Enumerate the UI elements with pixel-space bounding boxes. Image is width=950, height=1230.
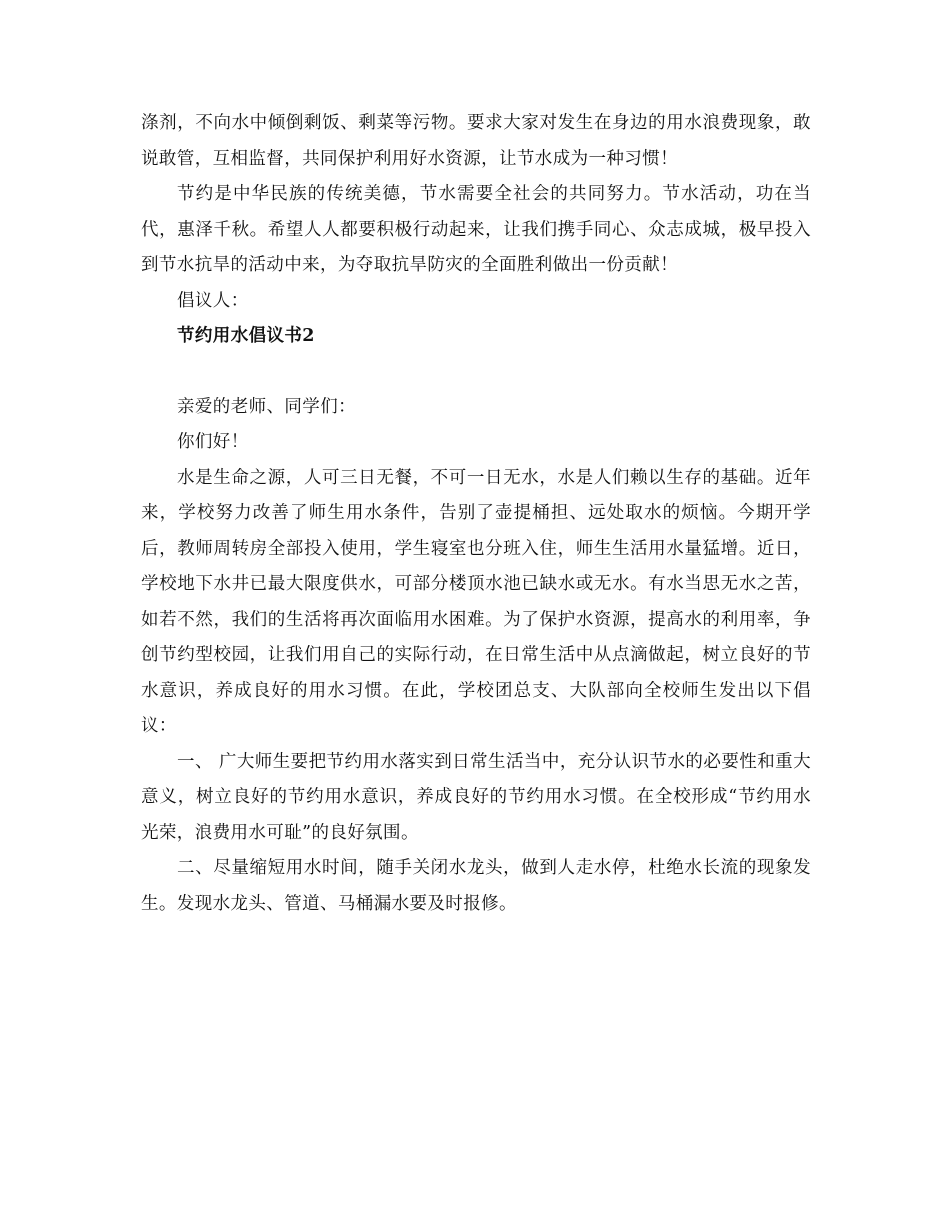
greeting: 你们好！	[177, 432, 249, 452]
section-heading: 节约用水倡议书2	[177, 326, 315, 346]
proposal-item-2: 二、尽量缩短用水时间，随手关闭水龙头，做到人走水停，杜绝水长流的现象发生。发现水龙头、管道、马桶漏水要及时报修。	[141, 858, 811, 914]
paragraph-continuation: 涤剂，不向水中倾倒剩饭、剩菜等污物。要求大家对发生在身边的用水浪费现象，敢说敢管，互相监督，共同保护利用好水资源，让节水成为一种习惯！	[141, 113, 811, 169]
proposal-item-1: 一、 广大师生要把节约用水落实到日常生活当中，充分认识节水的必要性和重大意义，树立良好的节约用水意识，养成良好的节约用水习惯。在全校形成“节约用水光荣，浪费用水可耻”的良好氛围。	[141, 751, 811, 843]
salutation: 亲爱的老师、同学们：	[177, 396, 356, 417]
paragraph-conclusion: 节约是中华民族的传统美德，节水需要全社会的共同努力。节水活动，功在当代，惠泽千秋。希望人人都要积极行动起来，让我们携手同心、众志成城，极早投入到节水抗旱的活动中来，为夺取抗旱防灾的全面胜利做出一份贡献！	[141, 184, 811, 275]
paragraph-intro: 水是生命之源，人可三日无餐，不可一日无水，水是人们赖以生存的基础。近年来，学校努力改善了师生用水条件，告别了壶提桶担、远处取水的烦恼。今期开学后，教师周转房全部投入使用，学生寝室也分班入住，师生生活用水量猛增。近日，学校地下水井已最大限度供水，可部分楼顶水池已缺水或无水。有水当思无水之苦，如若不然，我们的生活将再次面临用水困难。为了保护水资源，提高水的利用率，争创节约型校园，让我们用自己的实际行动，在日常生活中从点滴做起，树立良好的节水意识，养成良好的用水习惯。在此，学校团总支、大队部向全校师生发出以下倡议：	[141, 467, 811, 736]
signature-line: 倡议人：	[177, 290, 249, 311]
document-body	[141, 106, 811, 922]
